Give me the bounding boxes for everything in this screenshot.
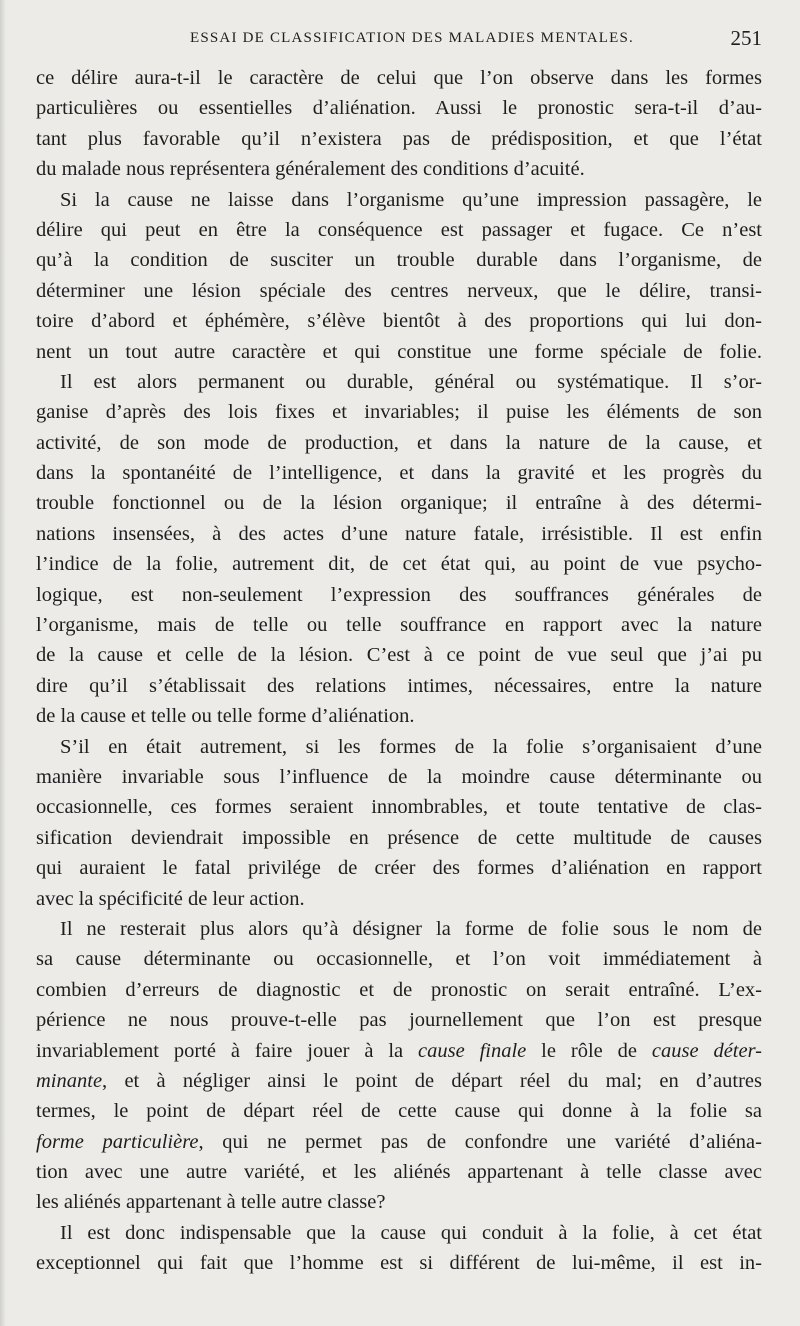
text-line: qu’à la condition de susciter un trouble durable dans l’organisme, de: [36, 249, 762, 272]
text-line: de la cause et telle ou telle forme d’aliénation.: [36, 705, 415, 728]
paragraph: [36, 732, 762, 914]
text-line: exceptionnel qui fait que l’homme est si différent de lui-même, il est in-: [36, 1252, 762, 1275]
text-line: occasionnelle, ces formes seraient innombrables, et toute tentative de clas-: [36, 796, 762, 819]
text-line: l’indice de la folie, autrement dit, de cet état qui, au point de vue psycho-: [36, 553, 762, 576]
text-line: activité, de son mode de production, et dans la nature de la cause, et: [36, 431, 762, 454]
text-line: avec la spécificité de leur action.: [36, 887, 305, 910]
text-line: du malade nous représentera généralement des conditions d’acuité.: [36, 158, 585, 181]
text-line: sa cause déterminante ou occasionnelle, et l’on voit immédiatement à: [36, 948, 762, 971]
text-line: les aliénés appartenant à telle autre classe?: [36, 1191, 386, 1214]
italic-phrase: cause finale: [418, 1039, 527, 1062]
text-line: termes, le point de départ réel de cette cause qui donne à la folie sa: [36, 1100, 762, 1123]
text-line: toire d’abord et éphémère, s’élève bientôt à des proportions qui lui don-: [36, 310, 762, 333]
paragraph: [36, 185, 762, 367]
text-line: trouble fonctionnel ou de la lésion organique; il entraîne à des détermi-: [36, 492, 762, 515]
text-line: Si la cause ne laisse dans l’organisme qu’une impression passagère, le: [60, 188, 762, 211]
italic-phrase: cause déter-: [651, 1039, 763, 1062]
text-line italic-line: minante, et à négliger ainsi le point de départ réel du mal; en d’autres: [36, 1069, 762, 1092]
paragraph: [36, 1218, 762, 1279]
text-line: Il est donc indispensable que la cause qui conduit à la folie, à cet état: [60, 1221, 762, 1244]
running-title: ESSAI DE CLASSIFICATION DES MALADIES MENTALES.: [189, 30, 634, 46]
text-line: dire qu’il s’établissait des relations intimes, nécessaires, entre la nature: [36, 674, 762, 697]
text-line: logique, est non-seulement l’expression des souffrances générales de: [36, 583, 762, 606]
paragraph: [36, 914, 762, 1218]
text-line: manière invariable sous l’influence de la moindre cause déterminante ou: [36, 765, 762, 788]
text-line: Il ne resterait plus alors qu’à désigner la forme de folie sous le nom de: [60, 917, 762, 940]
text-line: nations insensées, à des actes d’une nature fatale, irrésistible. Il est enfin: [36, 522, 762, 545]
italic-phrase: forme particulière: [36, 1130, 199, 1153]
text-line: qui auraient le fatal privilége de créer des formes d’aliénation en rapport: [36, 857, 762, 880]
paragraph: [36, 63, 762, 185]
paragraph: [36, 367, 762, 732]
text-line: périence ne nous prouve-t-elle pas journellement que l’on est presque: [36, 1009, 762, 1032]
page-number: 251: [730, 26, 762, 50]
text-line italic-line: forme particulière, qui ne permet pas de confondre une variété d’aliéna-: [36, 1130, 762, 1153]
text-line: tant plus favorable qu’il n’existera pas de prédisposition, et que l’état: [36, 127, 762, 150]
text-line: sification deviendrait impossible en présence de cette multitude de causes: [36, 826, 762, 849]
text-line: tion avec une autre variété, et les aliénés appartenant à telle classe avec: [36, 1161, 762, 1184]
text-line: combien d’erreurs de diagnostic et de pronostic on serait entraîné. L’ex-: [36, 978, 762, 1001]
text-line: nent un tout autre caractère et qui constitue une forme spéciale de folie.: [36, 340, 762, 363]
text-line: déterminer une lésion spéciale des centres nerveux, que le délire, transi-: [36, 279, 762, 302]
text-line: particulières ou essentielles d’aliénation. Aussi le pronostic sera-t-il d’au-: [36, 97, 762, 120]
text-line: ganise d’après des lois fixes et invariables; il puise les éléments de son: [36, 401, 762, 424]
running-header: [36, 26, 762, 54]
text-line italic-line: invariablement porté à faire jouer à la cause finale le rôle de cause déter-: [36, 1039, 763, 1062]
text-line: dans la spontanéité de l’intelligence, et dans la gravité et les progrès du: [36, 462, 762, 485]
text-line: ce délire aura-t-il le caractère de celui que l’on observe dans les formes: [36, 67, 762, 89]
text-line: de la cause et celle de la lésion. C’est à ce point de vue seul que j’ai pu: [36, 644, 762, 667]
italic-phrase: minante: [36, 1069, 103, 1092]
text-line: S’il en était autrement, si les formes de la folie s’organisaient d’une: [60, 735, 762, 758]
text-line: Il est alors permanent ou durable, général ou systématique. Il s’or-: [60, 370, 762, 393]
body-text: [36, 63, 762, 1279]
text-line: l’organisme, mais de telle ou telle souffrance en rapport avec la nature: [36, 614, 762, 637]
text-line: délire qui peut en être la conséquence est passager et fugace. Ce n’est: [36, 218, 762, 241]
